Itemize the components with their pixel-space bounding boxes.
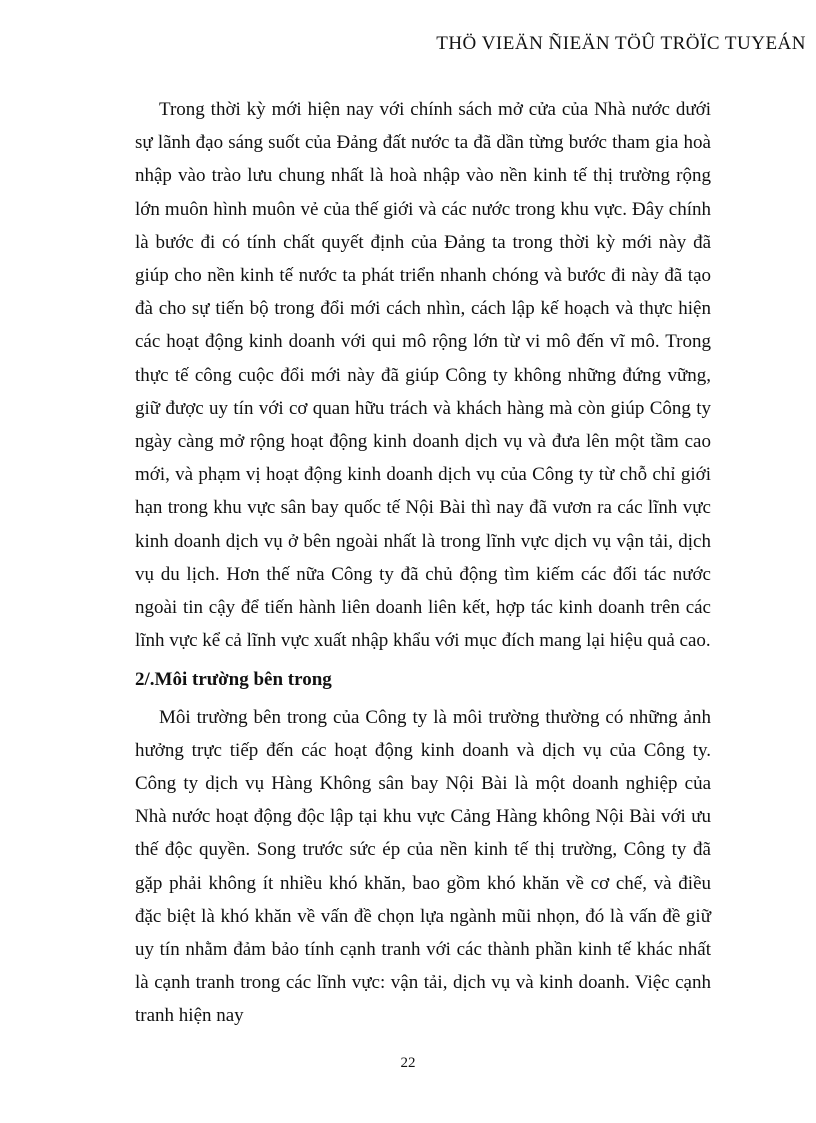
paragraph-internal-environment: Môi trường bên trong của Công ty là môi trường thường có những ảnh hưởng trực tiếp đến các hoạt động kinh doanh và dịch vụ của Công ty. Công ty dịch vụ Hàng Không sân bay Nội Bài là một doanh nghiệp của Nhà nước hoạt động độc lập tại khu vực Cảng Hàng không Nội Bài với ưu thế độc quyền. Song trước sức ép của nền kinh tế thị trường, Công ty đã gặp phải không ít nhiều khó khăn, bao gồm khó khăn về cơ chế, và điều đặc biệt là khó khăn về vấn đề chọn lựa ngành mũi nhọn, đó là vấn đề giữ uy tín nhằm đảm bảo tính cạnh tranh với các thành phần kinh tế khác nhất là cạnh tranh trong các lĩnh vực: vận tải, dịch vụ và kinh doanh. Việc cạnh tranh hiện nay xyxy=(135,706,711,1027)
running-header: THÖ VIEÄN ÑIEÄN TÖÛ TRÖÏC TUYEÁN xyxy=(436,33,806,54)
section-heading: 2/.Môi trường bên trong xyxy=(135,669,332,691)
paragraph-intro: Trong thời kỳ mới hiện nay với chính sách mở cửa của Nhà nước dưới sự lãnh đạo sáng suốt của Đảng đất nước ta đã dần từng bước tham gia hoà nhập vào trào lưu chung nhất là hoà nhập vào nền kinh tế thị trường rộng lớn muôn hình muôn vẻ của thế giới và các nước trong khu vực. Đây chính là bước đi có tính chất quyết định của Đảng ta trong thời kỳ mới này đã giúp cho nền kinh tế nước ta phát triển nhanh chóng và bước đi này đã tạo đà cho sự tiến bộ trong đổi mới cách nhìn, cách lập kế hoạch và thực hiện các hoạt động kinh doanh với qui mô rộng lớn từ vi mô đến vĩ mô. Trong thực tế công cuộc đổi mới này đã giúp Công ty không những đứng vững, giữ được uy tín với cơ quan hữu trách và khách hàng mà còn giúp Công ty ngày càng mở rộng hoạt động kinh doanh dịch vụ và đưa lên một tầm cao mới, và phạm vị hoạt động kinh doanh dịch vụ của Công ty từ chỗ chỉ giới hạn trong khu vực sân bay quốc tế Nội Bài thì nay đã vươn ra các lĩnh vực kinh doanh dịch vụ ở bên ngoài nhất là trong lĩnh vực dịch vụ vận tải, dịch vụ du lịch. Hơn thế nữa Công ty đã chủ động tìm kiếm các đối tác nước ngoài tin cậy để tiến hành liên doanh liên kết, hợp tác kinh doanh trên các lĩnh vực kể cả lĩnh vực xuất nhập khẩu với mục đích mang lại hiệu quả cao. xyxy=(135,99,711,652)
body-text xyxy=(135,93,711,1033)
page-number: 22 xyxy=(400,1055,416,1071)
